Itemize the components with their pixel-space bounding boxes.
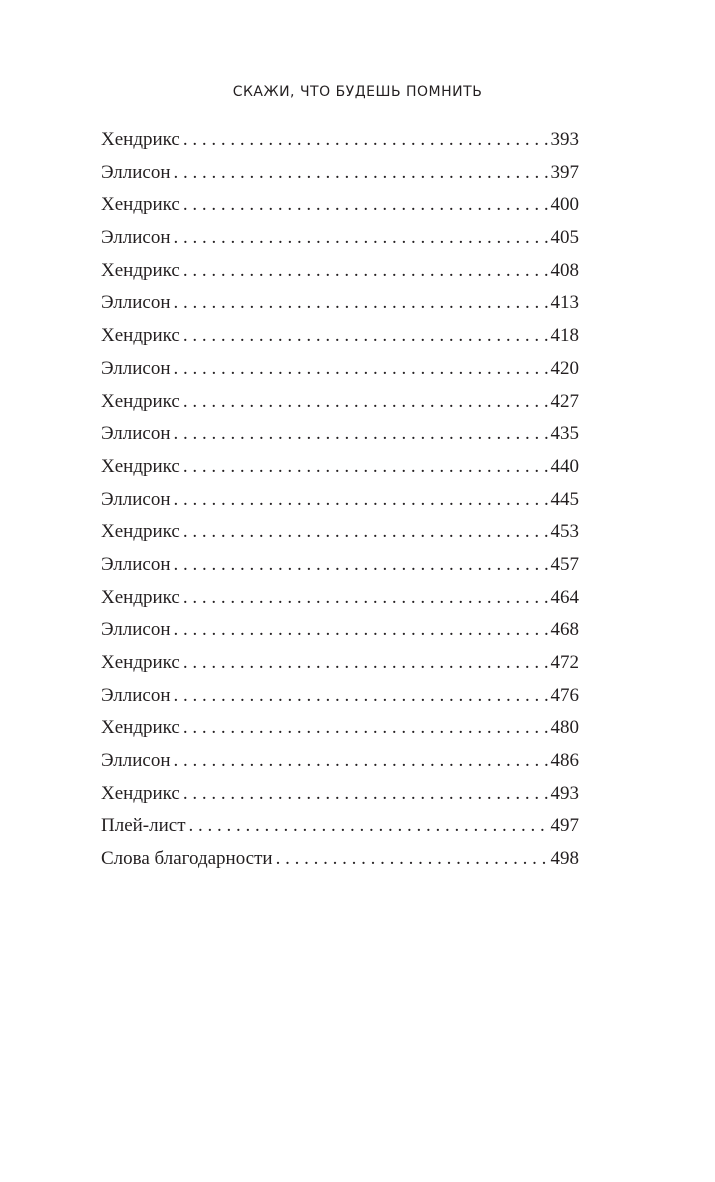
toc-entry-page: 427 (550, 390, 579, 412)
toc-dot-leader (171, 745, 551, 778)
toc-entry-title: Хендрикс (101, 325, 180, 347)
toc-dot-leader (186, 810, 551, 843)
toc-entry-title: Эллисон (101, 619, 171, 641)
toc-entry-page: 468 (550, 619, 579, 641)
toc-dot-leader (171, 484, 551, 517)
toc-entry (101, 353, 579, 386)
toc-dot-leader (171, 287, 551, 320)
toc-entry (101, 778, 579, 811)
toc-entry-title: Хендрикс (101, 782, 180, 804)
toc-entry-page: 435 (550, 423, 579, 445)
toc-dot-leader (273, 843, 551, 876)
toc-entry (101, 484, 579, 517)
toc-entry-title: Эллисон (101, 357, 171, 379)
toc-dot-leader (171, 157, 551, 190)
toc-dot-leader (180, 712, 551, 745)
toc-entry (101, 287, 579, 320)
toc-entry (101, 712, 579, 745)
running-head: СКАЖИ, ЧТО БУДЕШЬ ПОМНИТЬ (232, 84, 483, 100)
toc-entry-title: Эллисон (101, 227, 171, 249)
toc-entry-page: 440 (550, 455, 579, 477)
toc-entry (101, 189, 579, 222)
toc-entry (101, 614, 579, 647)
toc-dot-leader (171, 680, 551, 713)
toc-entry-title: Хендрикс (101, 652, 180, 673)
toc-entry-title: Эллисон (101, 553, 171, 575)
toc-dot-leader (171, 614, 551, 647)
toc-dot-leader (180, 189, 551, 222)
toc-entry-title: Эллисон (101, 750, 171, 772)
toc-entry (101, 810, 579, 843)
toc-entry-page: 418 (550, 325, 579, 347)
toc-dot-leader (171, 549, 551, 582)
toc-entry-title: Хендрикс (101, 390, 180, 412)
toc-entry-page: 493 (550, 782, 579, 804)
toc-entry-title: Плей-лист (101, 815, 186, 837)
toc-entry-title: Хендрикс (101, 521, 180, 543)
toc-dot-leader (180, 124, 551, 157)
toc-entry (101, 157, 579, 190)
toc-entry-page: 420 (550, 357, 579, 379)
toc-entry-page: 464 (550, 586, 579, 608)
toc-entry-page: 476 (550, 684, 579, 706)
toc-entry (101, 222, 579, 255)
toc-entry-page: 445 (550, 488, 579, 510)
toc-dot-leader (171, 222, 551, 255)
toc-entry-page: 393 (550, 129, 579, 150)
toc-entry (101, 582, 579, 615)
toc-dot-leader (180, 451, 551, 484)
toc-entry-page: 472 (550, 652, 579, 673)
toc-entry-title: Эллисон (101, 161, 171, 183)
toc-entry-title: Хендрикс (101, 129, 180, 150)
toc-entry-page: 486 (550, 750, 579, 772)
toc-dot-leader (180, 778, 551, 811)
toc-entry-title: Эллисон (101, 684, 171, 706)
table-of-contents (101, 124, 579, 876)
toc-dot-leader (180, 582, 551, 615)
toc-entry (101, 451, 579, 484)
toc-entry (101, 745, 579, 778)
toc-entry-page: 400 (550, 194, 579, 216)
toc-entry-title: Хендрикс (101, 259, 180, 281)
toc-entry-title: Слова благодарности (101, 848, 273, 870)
toc-dot-leader (180, 255, 551, 288)
toc-entry-page: 405 (550, 227, 579, 249)
toc-entry-title: Эллисон (101, 423, 171, 445)
toc-dot-leader (180, 320, 551, 353)
toc-entry (101, 843, 579, 876)
toc-entry-page: 413 (550, 292, 579, 314)
toc-entry-title: Эллисон (101, 488, 171, 510)
toc-entry (101, 680, 579, 713)
toc-entry-title: Хендрикс (101, 455, 180, 477)
toc-entry (101, 124, 579, 157)
toc-entry-page: 497 (550, 815, 579, 837)
toc-entry-page: 457 (550, 553, 579, 575)
toc-entry (101, 647, 579, 680)
toc-entry (101, 386, 579, 419)
toc-entry (101, 320, 579, 353)
toc-entry-title: Хендрикс (101, 586, 180, 608)
toc-entry-page: 480 (550, 717, 579, 739)
toc-dot-leader (180, 647, 551, 680)
toc-entry-title: Эллисон (101, 292, 171, 314)
toc-entry (101, 418, 579, 451)
toc-entry (101, 516, 579, 549)
toc-dot-leader (171, 418, 551, 451)
toc-entry-page: 408 (550, 259, 579, 281)
toc-entry-page: 397 (550, 161, 579, 183)
toc-entry-page: 453 (550, 521, 579, 543)
toc-entry-title: Хендрикс (101, 194, 180, 216)
toc-entry-title: Хендрикс (101, 717, 180, 739)
toc-entry (101, 549, 579, 582)
toc-dot-leader (180, 516, 551, 549)
toc-dot-leader (180, 386, 551, 419)
toc-entry-page: 498 (550, 848, 579, 870)
toc-dot-leader (171, 353, 551, 386)
toc-entry (101, 255, 579, 288)
